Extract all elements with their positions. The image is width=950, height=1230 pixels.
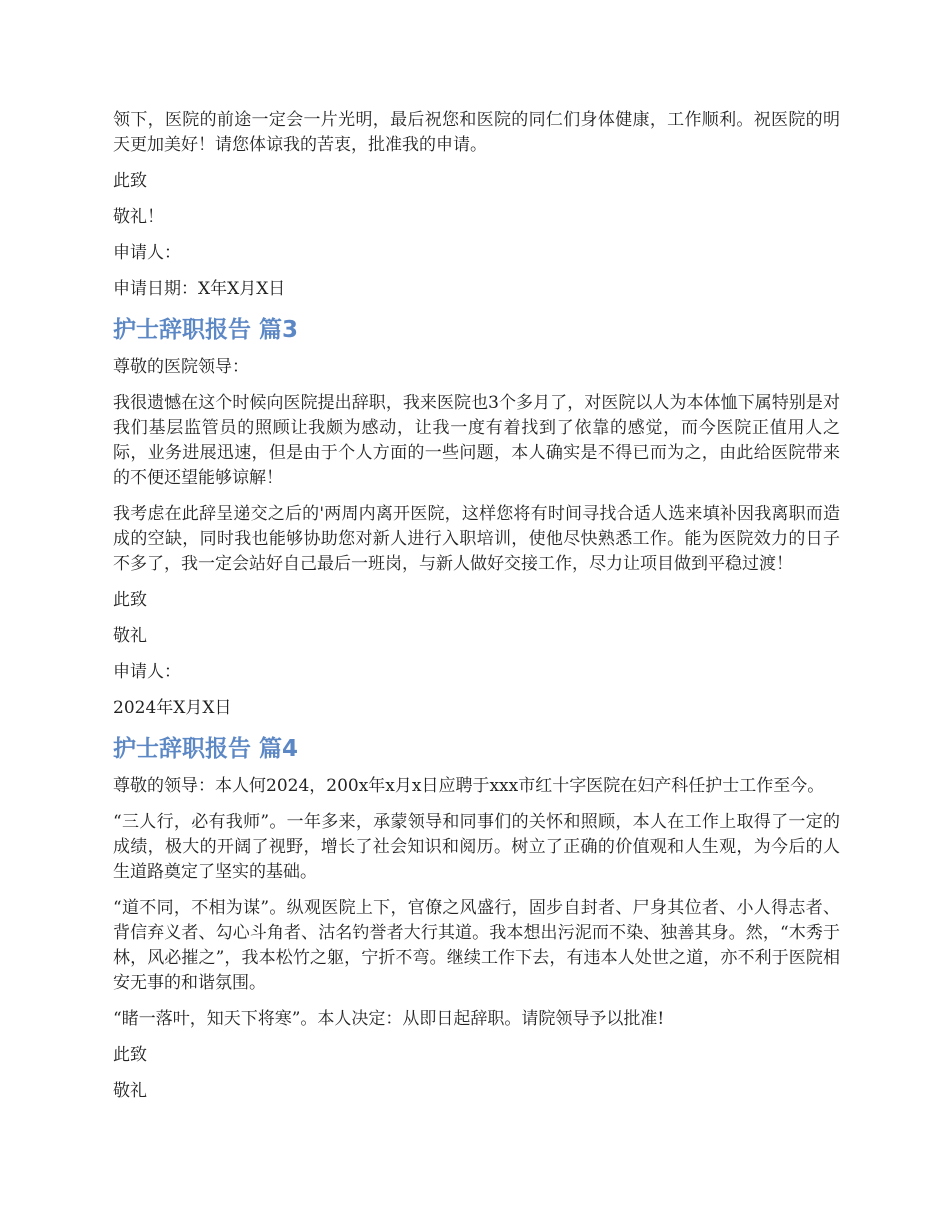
salutation-jingli: 敬礼！: [113, 207, 164, 227]
section-heading-3: 护士辞职报告 篇3: [113, 317, 299, 343]
salutation-cizhi: 此致: [113, 1045, 147, 1065]
paragraph-body: 尊敬的领导：本人何2024，200x年x月x日应聘于xxx市红十字医院在妇产科任护士工作至今。: [113, 776, 825, 796]
application-date: 申请日期：X年X月X日: [113, 279, 286, 299]
applicant-label: 申请人：: [113, 662, 181, 682]
application-date: 2024年X月X日: [113, 698, 232, 718]
paragraph-body: “三人行，必有我师”。一年多来，承蒙领导和同事们的关怀和照顾，本人在工作上取得了一定的成绩，极大的开阔了视野，增长了社会知识和阅历。树立了正确的价值观和人生观，为今后的人生道路奠定了坚实的基础。: [113, 812, 840, 882]
salutation-cizhi: 此致: [113, 171, 147, 191]
salutation-jingli: 敬礼: [113, 1081, 147, 1101]
paragraph-body: 我很遗憾在这个时候向医院提出辞职，我来医院也3个多月了，对医院以人为本体恤下属特别是对我们基层监管员的照顾让我颇为感动，让我一度有着找到了依靠的感觉，而今医院正值用人之际，业务进展迅速，但是由于个人方面的一些问题，本人确实是不得已而为之，由此给医院带来的不便还望能够谅解！: [113, 393, 840, 488]
salutation-jingli: 敬礼: [113, 626, 147, 646]
salutation-cizhi: 此致: [113, 590, 147, 610]
document-body: [113, 108, 840, 1115]
paragraph-body: “睹一落叶，知天下将寒”。本人决定：从即日起辞职。请院领导予以批准!: [113, 1009, 665, 1029]
greeting: 尊敬的医院领导：: [113, 357, 249, 377]
paragraph-closing-wishes: 领下，医院的前途一定会一片光明，最后祝您和医院的同仁们身体健康，工作顺利。祝医院的明天更加美好！请您体谅我的苦衷，批准我的申请。: [113, 110, 840, 155]
applicant-label: 申请人：: [113, 243, 181, 263]
paragraph-body: 我考虑在此辞呈递交之后的'两周内离开医院，这样您将有时间寻找合适人选来填补因我离职而造成的空缺，同时我也能够协助您对新人进行入职培训，使他尽快熟悉工作。能为医院效力的日子不多了，我一定会站好自己最后一班岗，与新人做好交接工作，尽力让项目做到平稳过渡！: [113, 504, 840, 574]
section-heading-4: 护士辞职报告 篇4: [113, 736, 299, 762]
paragraph-body: “道不同，不相为谋”。纵观医院上下，官僚之风盛行，固步自封者、尸身其位者、小人得志者、背信弃义者、勾心斗角者、沽名钓誉者大行其道。我本想出污泥而不染、独善其身。然，“木秀于林，风必摧之”，我本松竹之躯，宁折不弯。继续工作下去，有违本人处世之道，亦不利于医院相安无事的和谐氛围。: [113, 898, 840, 993]
